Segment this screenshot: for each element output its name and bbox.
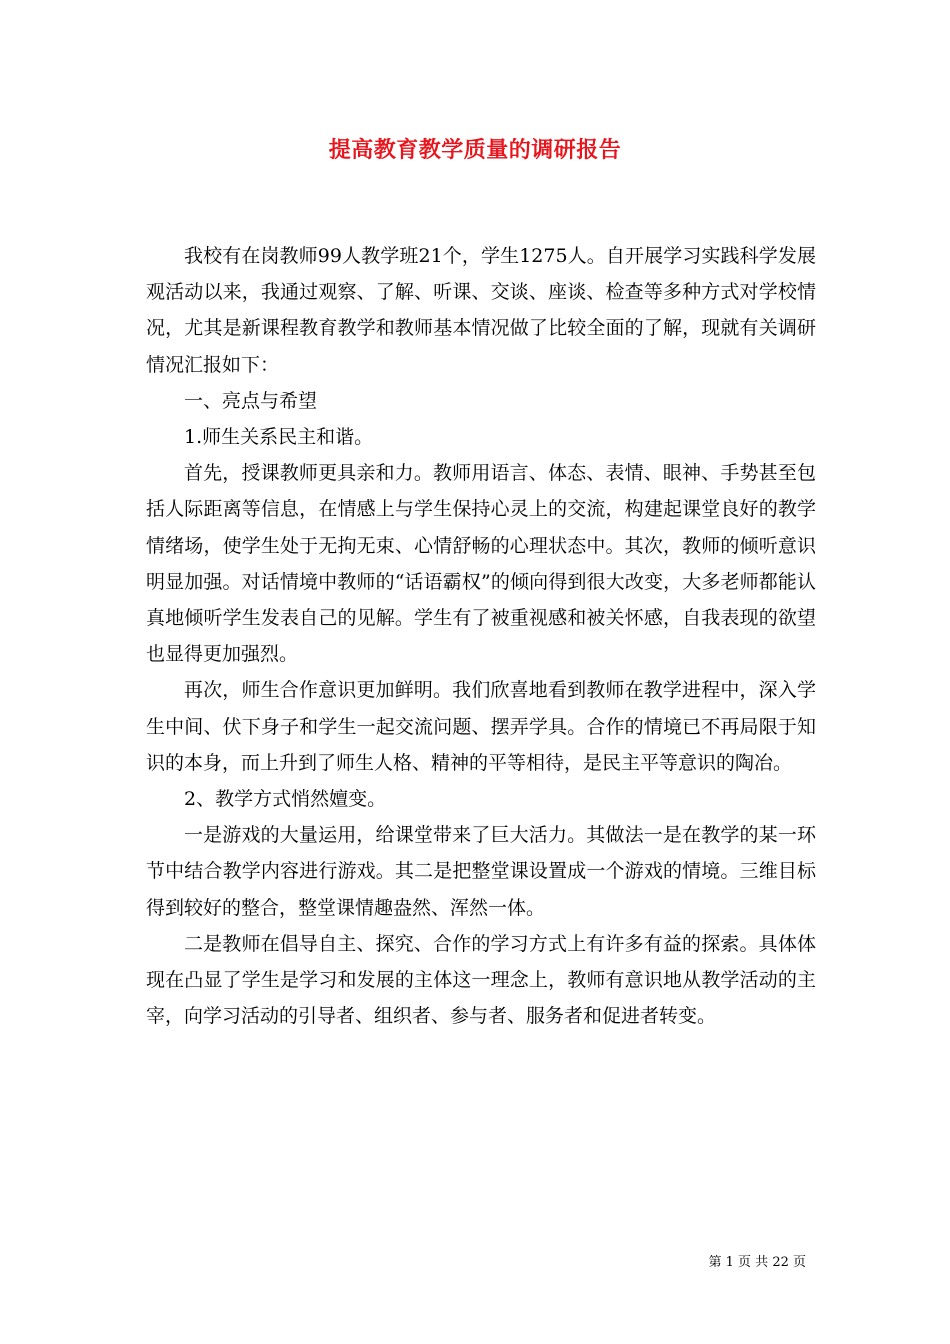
section-heading-1: 一、亮点与希望	[184, 389, 318, 412]
document-body	[146, 238, 816, 1034]
document-title: 提高教育教学质量的调研报告	[328, 138, 622, 163]
paragraph-1: 首先，授课教师更具亲和力。教师用语言、体态、表情、眼神、手势甚至包括人际距离等信息，在情感上与学生保持心灵上的交流，构建起课堂良好的教学情绪场，使学生处于无拘无束、心情舒畅的心理状态中。其次，教师的倾听意识明显加强。对话情境中教师的“话语霸权”的倾向得到很大改变，大多老师都能认真地倾听学生发表自己的见解。学生有了被重视感和被关怀感，自我表现的欲望也显得更加强烈。	[146, 462, 816, 666]
paragraph-3: 一是游戏的大量运用，给课堂带来了巨大活力。其做法一是在教学的某一环节中结合教学内容进行游戏。其二是把整堂课设置成一个游戏的情境。三维目标得到较好的整合，整堂课情趣盎然、浑然一体。	[146, 824, 816, 919]
subheading-2: 2、教学方式悄然嬗变。	[184, 788, 387, 811]
paragraph-2: 再次，师生合作意识更加鲜明。我们欣喜地看到教师在教学进程中，深入学生中间、伏下身子和学生一起交流问题、摆弄学具。合作的情境已不再局限于知识的本身，而上升到了师生人格、精神的平等相待，是民主平等意识的陶冶。	[146, 679, 816, 774]
paragraph-4: 二是教师在倡导自主、探究、合作的学习方式上有许多有益的探索。具体体现在凸显了学生是学习和发展的主体这一理念上，教师有意识地从教学活动的主宰，向学习活动的引导者、组织者、参与者、服务者和促进者转变。	[146, 932, 816, 1028]
paragraph-intro: 我校有在岗教师99人教学班21个，学生1275人。自开展学习实践科学发展观活动以来，我通过观察、了解、听课、交谈、座谈、检查等多种方式对学校情况，尤其是新课程教育教学和教师基本情况做了比较全面的了解，现就有关调研情况汇报如下：	[146, 245, 816, 376]
page-number-footer: 第 1 页 共 22 页	[708, 1255, 806, 1270]
subheading-1: 1.师生关系民主和谐。	[184, 426, 374, 449]
